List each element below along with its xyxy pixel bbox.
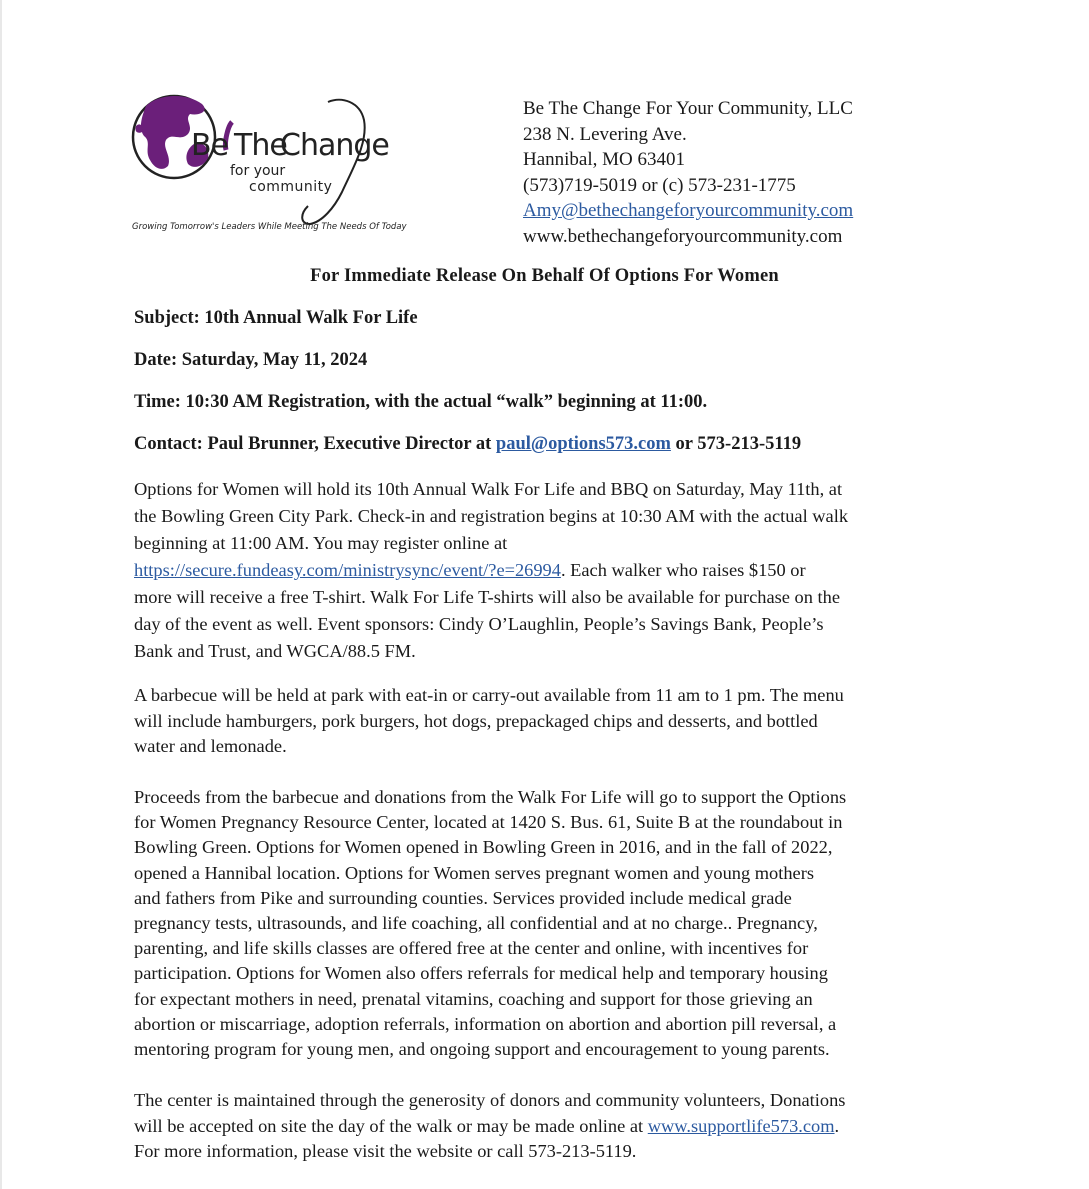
logo-word-community: community <box>249 179 333 195</box>
text-line-prefix: will be accepted on site the day of the walk or may be made online at <box>134 1115 648 1136</box>
text-line: for Women Pregnancy Resource Center, located at 1420 S. Bus. 61, Suite B at the roundabout in <box>134 812 843 833</box>
text-line: participation. Options for Women also offers referrals for medical help and temporary housing <box>134 963 828 984</box>
paragraph-donations <box>134 1088 994 1165</box>
registration-link[interactable]: https://secure.fundeasy.com/ministrysync/event/?e=26994 <box>134 560 561 580</box>
text-line-suffix: . <box>834 1115 840 1136</box>
org-email-link[interactable]: Amy@bethechangeforyourcommunity.com <box>523 200 854 221</box>
org-phone: (573)719-5019 or (c) 573-231-1775 <box>523 174 796 196</box>
contact-prefix: Contact: Paul Brunner, Executive Director at <box>134 434 496 454</box>
text-line: For more information, please visit the website or call 573-213-5119. <box>134 1141 637 1161</box>
text-line: pregnancy tests, ultrasounds, and life coaching, all confidential and at no charge.. Pregnancy, <box>134 913 818 934</box>
org-city: Hannibal, MO 63401 <box>523 149 686 170</box>
logo-word-change: Change <box>280 128 389 163</box>
text-line: abortion or miscarriage, adoption referrals, information on abortion and abortion pill reversal, a <box>134 1013 837 1034</box>
text-line: more will receive a free T-shirt. Walk For Life T-shirts will also be available for purchase on the <box>134 587 841 607</box>
logo-word-the: The <box>234 128 287 163</box>
text-line: The center is maintained through the generosity of donors and community volunteers, Donations <box>134 1090 846 1110</box>
text-line: for expectant mothers in need, prenatal vitamins, coaching and support for those grieving an <box>134 988 813 1009</box>
text-line: Proceeds from the barbecue and donations from the Walk For Life will go to support the Options <box>134 787 847 807</box>
text-line <box>134 1114 994 1140</box>
text-line: water and lemonade. <box>134 736 287 756</box>
logo-word-be: Be <box>191 128 229 163</box>
text-line: will include hamburgers, pork burgers, hot dogs, prepackaged chips and desserts, and bottled <box>134 710 818 731</box>
org-website: www.bethechangeforyourcommunity.com <box>523 225 843 247</box>
text-line <box>134 557 994 584</box>
paragraph-proceeds <box>134 785 994 1062</box>
date-line: Date: Saturday, May 11, 2024 <box>134 350 368 370</box>
org-street: 238 N. Levering Ave. <box>523 123 687 145</box>
org-address-block <box>523 96 853 249</box>
logo-word-for-your: for your <box>230 163 286 179</box>
paragraph-walk-details <box>134 476 994 665</box>
contact-suffix: or 573-213-5119 <box>670 434 802 454</box>
text-line: day of the event as well. Event sponsors: Cindy O’Laughlin, People’s Savings Bank, People’s <box>134 614 824 634</box>
release-headline: For Immediate Release On Behalf Of Options For Women <box>310 266 779 286</box>
text-line: beginning at 11:00 AM. You may register online at <box>134 533 508 553</box>
text-line: parenting, and life skills classes are offered free at the center and online, with incentives for <box>134 938 809 959</box>
page-edge <box>0 0 2 1189</box>
text-line: and fathers from Pike and surrounding counties. Services provided include medical grade <box>134 887 792 908</box>
paragraph-barbecue <box>134 683 994 760</box>
text-line: Bowling Green. Options for Women opened in Bowling Green in 2016, and in the fall of 2022, <box>134 837 833 858</box>
time-line: Time: 10:30 AM Registration, with the actual “walk” beginning at 11:00. <box>134 392 708 412</box>
text-line: mentoring program for young men, and ongoing support and encouragement to young parents. <box>134 1039 830 1060</box>
text-line-rest: . Each walker who raises $150 or <box>560 560 806 580</box>
be-the-change-logo <box>128 86 408 251</box>
logo-tagline: Growing Tomorrow's Leaders While Meeting The Needs Of Today <box>132 222 407 232</box>
text-line: opened a Hannibal location. Options for Women serves pregnant women and young mothers <box>134 862 815 883</box>
text-line: Options for Women will hold its 10th Annual Walk For Life and BBQ on Saturday, May 11th, at <box>134 479 843 499</box>
contact-email-link[interactable]: paul@options573.com <box>495 434 671 454</box>
donation-website-link[interactable]: www.supportlife573.com <box>647 1115 835 1136</box>
subject-line: Subject: 10th Annual Walk For Life <box>134 308 418 328</box>
contact-line <box>134 434 801 455</box>
text-line: Bank and Trust, and WGCA/88.5 FM. <box>134 641 416 661</box>
text-line: the Bowling Green City Park. Check-in and registration begins at 10:30 AM with the actual walk <box>134 506 849 526</box>
org-name: Be The Change For Your Community, LLC <box>523 98 853 119</box>
text-line: A barbecue will be held at park with eat-in or carry-out available from 11 am to 1 pm. The menu <box>134 685 844 705</box>
